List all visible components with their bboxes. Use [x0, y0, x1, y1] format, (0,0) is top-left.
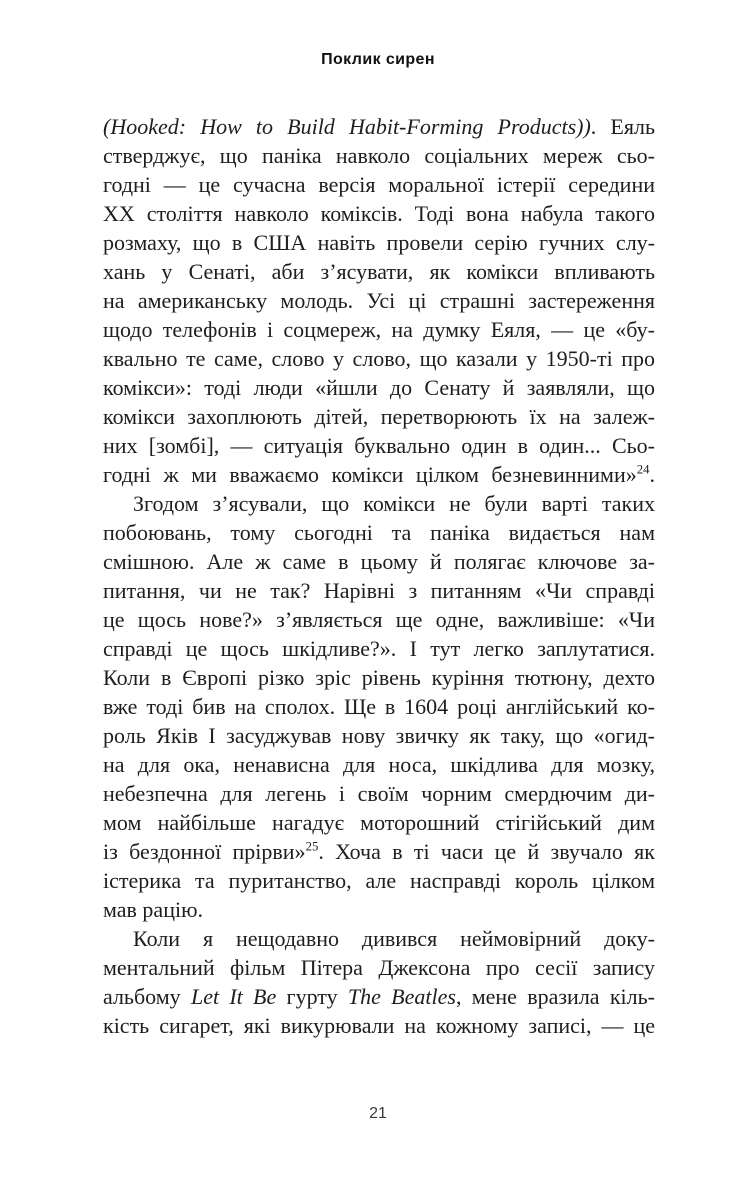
text-segment: квально те саме, слово у слово, що казали у 1950-ті про [103, 346, 655, 371]
text-segment: хань у Сенаті, аби з’ясувати, як комікси впливають [103, 259, 655, 284]
text-line [103, 112, 655, 141]
text-segment: стверджує, що паніка навколо соціальних мереж сьо- [103, 143, 655, 168]
text-segment: Коли я нещодавно дивився неймовірний доку- [133, 926, 655, 951]
text-segment: комікси захоплюють дітей, перетворюють їх на залеж- [103, 404, 655, 429]
text-segment: побоювань, тому сьогодні та паніка видається нам [103, 520, 655, 545]
paragraph [103, 924, 655, 1040]
text-segment: годні ж ми вважаємо комікси цілком безневинними» [103, 462, 637, 487]
text-segment: ментальний фільм Пітера Джексона про сесії запису [103, 955, 655, 980]
text-segment: . Еяль [590, 114, 655, 139]
text-segment: справді це щось шкідливе?». І тут легко заплутатися. [103, 636, 655, 661]
text-line [103, 692, 655, 721]
text-segment: годні — це сучасна версія моральної істерії середини [103, 172, 655, 197]
text-segment: щодо телефонів і соцмереж, на думку Еяля, — це «бу- [103, 317, 655, 342]
text-line [103, 547, 655, 576]
text-block [103, 112, 655, 1040]
text-segment: істерика та пуританство, але насправді король цілком [103, 868, 655, 893]
text-segment: мав рацію. [103, 897, 204, 922]
text-line [103, 634, 655, 663]
text-line [103, 663, 655, 692]
text-line [103, 750, 655, 779]
text-line [103, 170, 655, 199]
text-line [103, 431, 655, 460]
text-segment: вже тоді бив на сполох. Ще в 1604 році англійський ко- [103, 694, 655, 719]
running-header: Поклик сирен [321, 51, 435, 68]
text-segment: (Hooked: How to Build Habit-Forming Products)) [103, 114, 591, 139]
text-line [103, 402, 655, 431]
text-line [103, 373, 655, 402]
text-line [103, 808, 655, 837]
text-line [103, 1011, 655, 1040]
text-segment: із бездонної прірви» [103, 839, 306, 864]
page-number: 21 [369, 1105, 387, 1122]
text-line [103, 982, 655, 1011]
text-line [103, 837, 655, 866]
text-line [103, 605, 655, 634]
text-line [103, 228, 655, 257]
text-segment: Let It Be [190, 984, 277, 1009]
text-line [103, 779, 655, 808]
text-segment: Згодом з’ясували, що комікси не були варті таких [133, 491, 655, 516]
text-line [103, 866, 655, 895]
text-segment: мом найбільше нагадує моторошний стігійський дим [103, 810, 655, 835]
text-line [103, 257, 655, 286]
text-line [103, 141, 655, 170]
text-line [103, 344, 655, 373]
text-line [103, 721, 655, 750]
text-segment: Коли в Європі різко зріс рівень куріння тютюну, дехто [103, 665, 655, 690]
text-segment: . [649, 462, 655, 487]
text-segment: смішною. Але ж саме в цьому й полягає ключове за- [103, 549, 655, 574]
text-segment: небезпечна для легень і своїм чорним смердючим ди- [103, 781, 655, 806]
text-segment: розмаху, що в США навіть провели серію гучних слу- [103, 230, 655, 255]
text-segment: них [зомбі], — ситуація буквально один в один... Сьо- [103, 433, 655, 458]
text-segment: питання, чи не так? Нарівні з питанням «Чи справді [103, 578, 655, 603]
paragraph [103, 489, 655, 924]
text-segment: . Хоча в ті часи це й звучало як [318, 839, 655, 864]
text-segment: , мене вразила кіль- [455, 984, 655, 1009]
endnote-reference: 24 [636, 462, 650, 477]
text-line [103, 460, 655, 489]
text-segment: кість сигарет, які викурювали на кожному записі, — це [103, 1013, 655, 1038]
paragraph [103, 112, 655, 489]
endnote-reference: 25 [305, 839, 319, 854]
text-line [103, 286, 655, 315]
text-line [103, 315, 655, 344]
text-segment: гурту [276, 984, 348, 1009]
text-segment: альбому [103, 984, 191, 1009]
text-segment: The Beatles [347, 984, 456, 1009]
text-segment: на американську молодь. Усі ці страшні застереження [103, 288, 655, 313]
text-line [103, 576, 655, 605]
text-line [103, 518, 655, 547]
text-line [103, 924, 655, 953]
text-segment: роль Яків I засуджував нову звичку як таку, що «огид- [103, 723, 655, 748]
text-line [103, 199, 655, 228]
text-line [103, 489, 655, 518]
text-segment: комікси»: тоді люди «йшли до Сенату й заявляли, що [103, 375, 655, 400]
text-segment: на для ока, ненависна для носа, шкідлива для мозку, [103, 752, 655, 777]
text-segment: XX століття навколо коміксів. Тоді вона набула такого [103, 201, 655, 226]
text-segment: це щось нове?» з’являється ще одне, важливіше: «Чи [103, 607, 655, 632]
text-line [103, 895, 655, 924]
text-line [103, 953, 655, 982]
